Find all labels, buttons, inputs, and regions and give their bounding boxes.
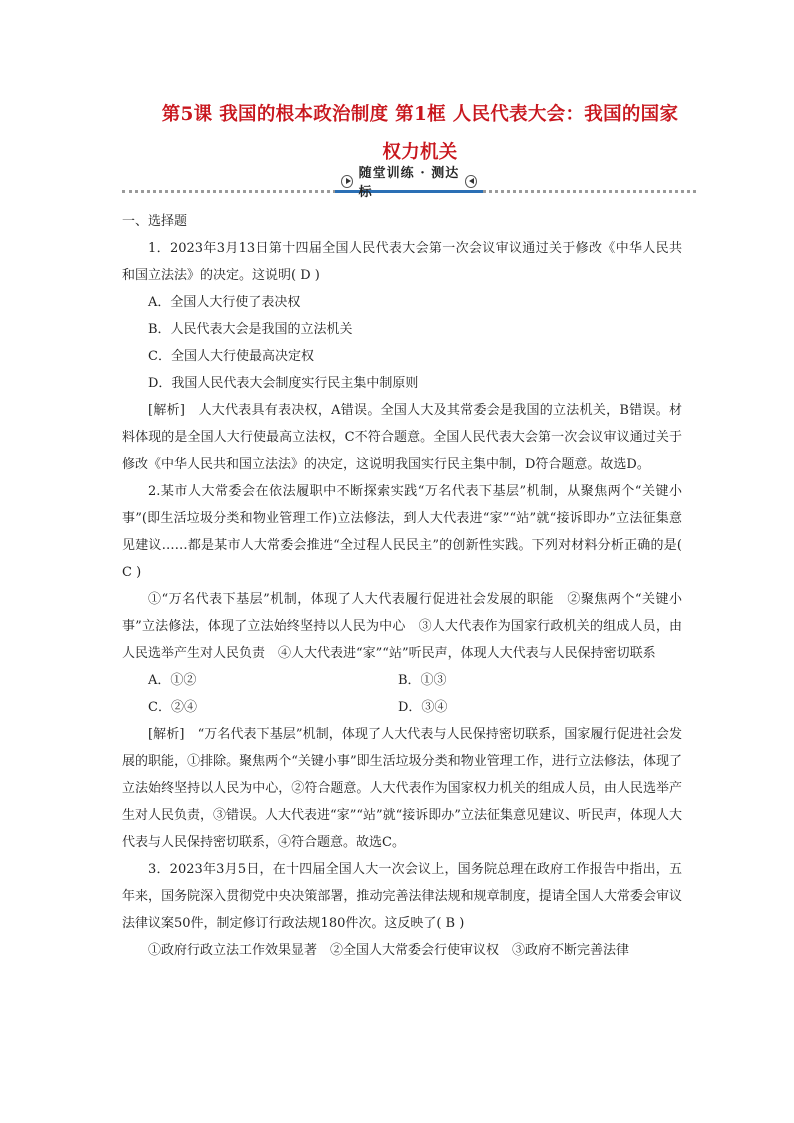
q2-option-a: A．①②: [148, 673, 197, 688]
q1-stem: 1．2023年3月13日第十四届全国人民代表大会第一次会议审议通过关于修改《中华人民共和国立法法》的决定。这说明( D ): [122, 241, 682, 283]
q3-statements: ①政府行政立法工作效果显著 ②全国人大常委会行使审议权 ③政府不断完善法律: [148, 943, 630, 958]
lesson-title-line2: 权力机关: [382, 142, 458, 163]
q1-option-d: D．我国人民代表大会制度实行民主集中制原则: [148, 376, 419, 391]
q1-option-a: A．全国人大行使了表决权: [148, 295, 301, 310]
lesson-title: [150, 96, 690, 172]
banner-label: 随堂训练 · 测达标: [358, 166, 460, 200]
q3-stem: 3．2023年3月5日，在十四届全国人大一次会议上，国务院总理在政府工作报告中指出，五年来，国务院深入贯彻党中央决策部署，推动完善法律法规和规章制度，提请全国人大常委会审议法律议案50件，制定修订行政法规180件次。这反映了( B ): [122, 862, 682, 931]
play-left-icon: [465, 175, 477, 188]
q2-option-b: B．①③: [398, 673, 447, 688]
q1-option-c: C．全国人大行使最高决定权: [148, 349, 314, 364]
q2-options-row2: [122, 694, 682, 721]
q2-option-d: D．③④: [398, 700, 448, 715]
section-banner: [122, 166, 696, 200]
q2-option-c: C．②④: [148, 700, 197, 715]
banner-box: [335, 166, 483, 200]
q1-option-b: B．人民代表大会是我国的立法机关: [148, 322, 353, 337]
play-right-icon: [341, 175, 353, 188]
q2-stem: 2.某市人大常委会在依法履职中不断探索实践“万名代表下基层”机制，从聚焦两个“关键小事”(即生活垃圾分类和物业管理工作)立法修法，到人大代表进“家”“站”就“接诉即办”立法征集意见建议……都是某市人大常委会推进“全过程人民民主”的创新性实践。下列对材料分析正确的是( C ): [122, 484, 682, 580]
q2-statements: ①“万名代表下基层”机制，体现了人大代表履行促进社会发展的职能 ②聚焦两个“关键小事”立法修法，体现了立法始终坚持以人民为中心 ③人大代表作为国家行政机关的组成人员，由人民选举产生对人民负责 ④人大代表进“家”“站”听民声，体现人大代表与人民保持密切联系: [122, 592, 682, 661]
question-content: [122, 208, 682, 964]
q2-options-row1: [122, 667, 682, 694]
lesson-title-line1: 第5课 我国的根本政治制度 第1框 人民代表大会：我国的国家: [161, 104, 679, 125]
section-heading: 一、选择题: [122, 214, 188, 229]
q2-analysis: [解析] “万名代表下基层”机制，体现了人大代表与人民保持密切联系，国家履行促进社会发展的职能，①排除。聚焦两个“关键小事”即生活垃圾分类和物业管理工作，进行立法修法，体现了立法始终坚持以人民为中心，②符合题意。人大代表作为国家权力机关的组成人员，由人民选举产生对人民负责，③错误。人大代表进“家”“站”就“接诉即办”立法征集意见建议、听民声，体现人大代表与人民保持密切联系，④符合题意。故选C。: [122, 727, 682, 850]
q1-analysis: [解析] 人大代表具有表决权，A错误。全国人大及其常委会是我国的立法机关，B错误。材料体现的是全国人大行使最高立法权，C不符合题意。全国人民代表大会第一次会议审议通过关于修改《中华人民共和国立法法》的决定，这说明我国实行民主集中制，D符合题意。故选D。: [122, 403, 682, 472]
